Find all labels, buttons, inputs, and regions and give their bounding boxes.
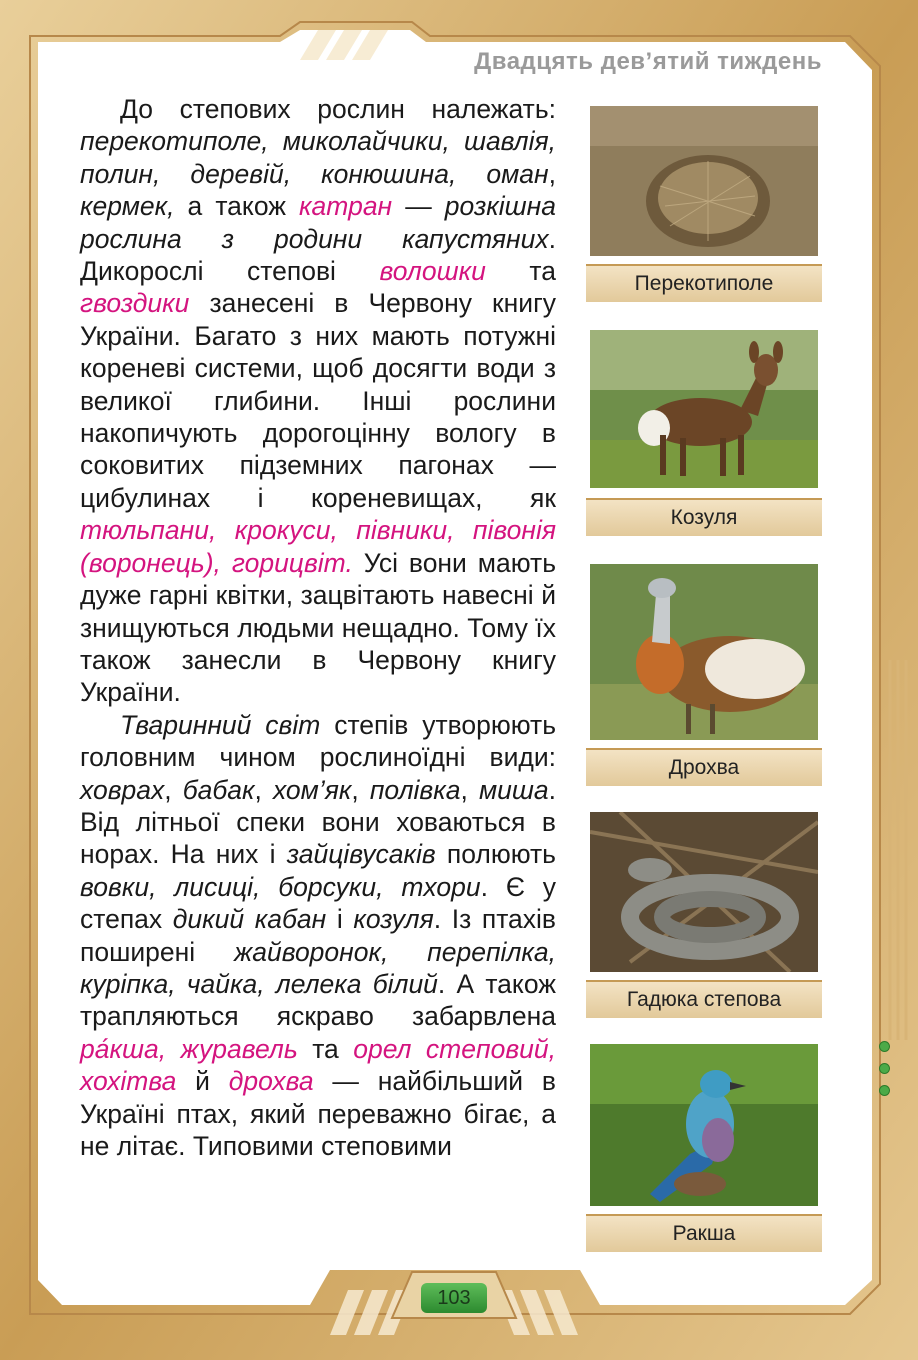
- dot-icon: [880, 1086, 889, 1095]
- card-european-roller: [586, 1040, 822, 1252]
- caption-european-roller: Ракша: [586, 1214, 822, 1252]
- caption-tumbleweed: Перекотиполе: [586, 264, 822, 302]
- term-flowers: тюльпани, крокуси, півники, півонія (воронець), горицвіт.: [80, 515, 556, 578]
- paragraph-animals: Тваринний світ степів утворюють головним чином рослиноїдні види: ховрах, бабак, хом’як, полівка, миша. Від літньої спеки вони ховаються в норах. На них і зайцівусаків полюють вовки, лисиці, борсуки, тхори. Є у степах дикий кабан і козуля. Із птахів поширені жайворонок, перепілка, куріпка, чайка, лелека білий. А також трапляються яскраво забарвлена ра́кша, журавель та орел степовий, хохітва й дрохва — найбільший в Україні птах, який переважно бігає, а не літає. Типовими степовими: [80, 709, 557, 1161]
- steppe-viper-photo: [590, 812, 818, 972]
- dot-icon: [880, 1042, 889, 1051]
- term-raksha: ра́кша, журавель: [80, 1033, 298, 1064]
- card-great-bustard: [586, 560, 822, 786]
- caption-steppe-viper: Гадюка степова: [586, 980, 822, 1018]
- european-roller-photo: [590, 1044, 818, 1206]
- dot-icon: [880, 1064, 889, 1073]
- term-katran: катран: [299, 191, 393, 222]
- paragraph-plants: До степових рослин належать: перекотиполе, миколайчики, шавлія, полин, деревій, конюшина, оман, кермек, а також катран — розкішна рослина з родини капустяних. Дикорослі степові волошки та гвоздики занесені в Червону книгу України. Багато з них мають потужні кореневі системи, щоб досягти води з великої глибини. Інші рослини накопичують дорогоцінну вологу в соковитих підземних пагонах — цибулинах і кореневищах, як тюльпани, крокуси, півники, півонія (воронець), горицвіт. Усі вони мають дуже гарні квітки, зацвітають навесні й знищуються людьми нещадно. Тому їх також занесли в Червону книгу України.: [80, 94, 556, 708]
- header-title: Двадцять дев’ятий тиждень: [474, 48, 822, 75]
- great-bustard-photo: [590, 564, 818, 740]
- caption-great-bustard: Дрохва: [586, 748, 822, 786]
- term-drokhva: дрохва: [228, 1066, 314, 1097]
- roe-deer-photo: [590, 330, 818, 488]
- card-roe-deer: [586, 326, 822, 536]
- card-steppe-viper: [586, 808, 822, 1018]
- main-text: [80, 93, 556, 1162]
- tumbleweed-photo: [590, 106, 818, 256]
- caption-roe-deer: Козуля: [586, 498, 822, 536]
- term-orel: орел степовий, хохітва: [80, 1033, 556, 1097]
- term-gvozdyky: гвоздики: [80, 288, 190, 319]
- page-number: 103: [421, 1283, 487, 1313]
- decorative-dots: [880, 1042, 889, 1108]
- card-tumbleweed: [586, 102, 822, 302]
- term-voloshky: волошки: [379, 256, 486, 287]
